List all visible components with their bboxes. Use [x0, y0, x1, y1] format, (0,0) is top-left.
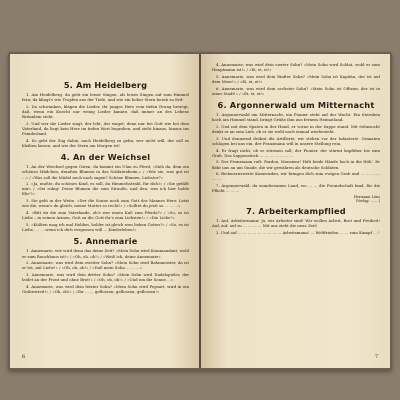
credit-publisher: (Verlag: ... ...) [355, 199, 380, 204]
song-title: 5. Am Heidelberg [63, 80, 148, 90]
verse: 1. Argonnerwald um Mitternacht, ein Pionier steht auf der Wacht. Ein Sternlein hoch am Himmel stand, bringt Grüße ihm aus fernem Heimatland. [212, 112, 380, 123]
right-page [201, 54, 390, 368]
verse: 2. Und mit dem Spaten in der Hand, er vorne in der Sappe stand. Mit Sehnsucht denkt er an sein Lieb, ob er sie wohl noch einmal wiedersieht. [212, 124, 380, 135]
verse: 4. »Bitt du die zum Vaterlande, ob's wer einen Kuß zum Pferde?« / »So, es ist Liebe – in seinen Armen, Gott zu dir, Gott ihr's zum Liebsten!« / »Die Liebe?« [22, 209, 189, 220]
verse: 1. Auf, Arbeitermann! Ja, wir Arbeiter sind! Wir wollen Arbeit, Brot und Freiheit! Auf, auf, auf zu ... ... ... ... Mit uns zieht die neue Zeit! [212, 218, 380, 229]
song-title: 7. Arbeiterkampflied [246, 206, 346, 216]
verse: 4. Annemarie, was wird dein letzter Sohn? »Mein Sohn wird Popsatt, wird in ein Grabestreit!« / »Oh, oh!« / »Ihr ... ... geflossen, geflossen, geflossen!« [22, 283, 189, 294]
verse: 1. Annemarie, wie wird denn das deine Zeit? »Mein Sohn wird Kommandant, wohl er zum Rauchhaus ist!« / »Oh, oh, oh!« / »Weiß ich, deine Annemarie«. [22, 248, 189, 259]
booklet-spread [8, 52, 392, 370]
verse: 4. Annemarie, was wird dein vierter Sohn? »Mein Sohn wird Soldat, wohl er zum Hauptmann ist!« / »Ei, ei, ei!« [212, 62, 380, 73]
verse: 6. Bedauernswerte Kameraden, wir bringen dich zum ewigen Grab und ... ... ... ... ... ... [212, 171, 380, 182]
verse: 5. Annemarie, was wird dein fünfter Sohn? »Mein Sohn ist Kapitän, der ist auf dem Meer!« / »Ei, ei, ei!« [212, 73, 380, 84]
song-title: 6. Argonnerwald um Mitternacht [217, 100, 375, 111]
verse: 3. Annemarie, was wird dein dritter Sohn? »Mein Sohn wird Dudelspieler, der leidet an der Front und ohne Brot!« / »Oh, oh, oh!« / »Und um die Sonne ...« [22, 271, 189, 283]
verse: 4. So geht der Zug dahin, nach Heidelberg zu gehn, wer nicht will, der soll es bleiben lassen, und wie der Stern am Morgen ist! [22, 137, 189, 148]
verse: 6. Annemarie, was wird dein sechster Sohn? »Mein Sohn ist Offizier, der ist in einer Stadt!« / »Ei, ei, ei!« [212, 85, 380, 96]
verse: 2. Und auf ... ... ... ... ... ... ... ... ... Arbeitsmann! ... Weltfrieden ... ... zum Kampf ... ! [216, 229, 380, 235]
credit-author: Hermann Löns [353, 194, 380, 199]
left-page [10, 54, 199, 368]
verse: 1. Am Heidelberg, da geht ein leiser Singen, als leises Singen auf zum Himmel fern; da klingt's wie Tropfen aus der Tiefe, und wie ein hoher Stern herab zu Erd'. [22, 92, 189, 103]
verse: 3. Sie geht in der Weite, »Der die Sonne noch zum Gott des Mannes Herz: Letzt wie die, wenn's du gleich, meine Mutter so recht!« / »Solltet du jetzt so ... ... ...« [22, 198, 189, 209]
page-number: 6 [22, 354, 26, 360]
verse: 3. Und wer die Lieder singt, der lebt, der waget; denn nur bei Gott wie bei dem Vaterland, da liegt kein Herz im tiefen Wort begraben, und zieht hinaus, hinaus ins Feindesland. [22, 120, 189, 136]
verse: 7. Argonnerwald, du wundersames Land, wo ... ... die Freundschaft fand, für die Pflicht ... ... ... [212, 183, 380, 194]
verse: 5. »Küßten mag ich mal Holden, holder ist gleich wen lieben Gottes?« / »So, es ist Liebe, ... ... wenn ich dich vergessen will ... Kinderleben!« [22, 221, 189, 232]
verse: 2. Da schwanken, klagen die Lieder, ihr junges Herz vom tiefen Drang bewegt, daß, wenn ein Knecht nur wenig Lieder kannte, daß immer an des Lebens Brünnlein steht. [22, 103, 189, 119]
song-title: 4. An der Weichsel [60, 152, 151, 163]
verse: 3. Und donnernd dröhnt die Artillerie; wir stehen vor der Infanterie. Granaten schlagen bei uns ein, der Franzmann will in unsere Stellung rein. [212, 135, 380, 146]
page-number: 7 [374, 354, 378, 360]
author-credit [212, 195, 380, 204]
song-title: 5. Annemarie [73, 236, 138, 247]
verse: 2. »Ja, mußte, du schönes Kind, es soll, du Himmelsstrahl, für dich!« / »Sie gefällt mir« / »Sei ruhig! Deine Blumen die zum Strauße, und den, was ich hier holde Ehr'?« [22, 181, 189, 197]
verse: 1. An der Weichsel gegen Osten, da kommt ein Ulan zu Pferd, »Sieh da, dem ein schönes Mädchen, draußen Blumen in das Soldatenheim.« / »Wie sie, was gut ist ...« / »Was soll die Mädel noch nach sagen? Schöne Blumen, Liebster?« [22, 164, 189, 180]
verse: 4. Er fragt nicht, ob er stürmen soll; der Pionier, der stürmt kopfüber bis zum Grab. Das Sappenstück ... ... ... ... ... ... ... [212, 147, 380, 158]
verse: 5. Der Franzmann ruft: Pardon, Monsieur! Hält beide Hände hoch in die Höh'. Er fleht uns an um Gnade, die wir gewähren als deutsche Soldaten. [212, 159, 380, 170]
verse: 2. Annemarie, was wird dein zweiter Sohn? »Mein Sohn wird Bahnmeister, da ist er tot, mit Liebe!« / »Oh, oh, oh!« / »Daß mein Sohn ... ... ...« [22, 260, 189, 271]
